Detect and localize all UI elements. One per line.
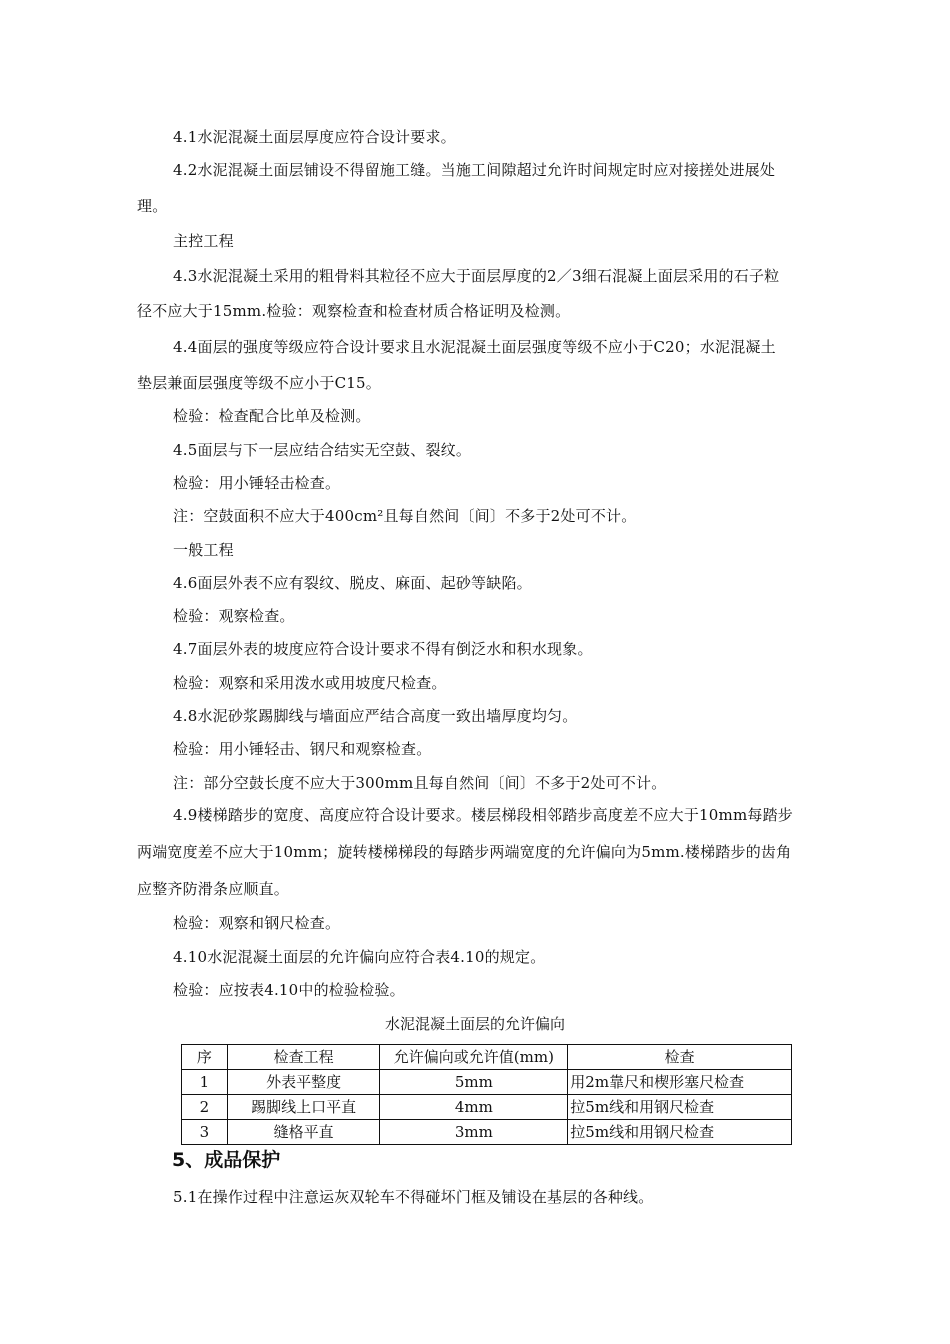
inspection-4-6: 检验：观察检查。	[173, 607, 295, 625]
cell-allowance: 5mm	[380, 1070, 568, 1095]
header-method: 检查	[568, 1045, 792, 1070]
cell-allowance: 3mm	[380, 1120, 568, 1145]
paragraph-4-4-cont: 垫层兼面层强度等级不应小于C15。	[137, 374, 381, 392]
table-caption: 水泥混凝土面层的允许偏向	[384, 1015, 565, 1033]
cell-seq: 2	[182, 1095, 228, 1120]
cell-item: 外表平整度	[227, 1070, 380, 1095]
inspection-4-9: 检验：观察和钢尺检查。	[173, 914, 341, 932]
paragraph-4-1: 4.1水泥混凝土面层厚度应符合设计要求。	[173, 128, 456, 146]
paragraph-4-9-cont-2: 应整齐防滑条应顺直。	[137, 880, 290, 898]
paragraph-4-3: 4.3水泥混凝土采用的粗骨料其粒径不应大于面层厚度的2／3细石混凝上面层采用的石子粒	[173, 267, 780, 285]
cell-seq: 1	[182, 1070, 228, 1095]
paragraph-4-4: 4.4面层的强度等级应符合设计要求且水泥混凝土面层强度等级不应小于C20；水泥混凝土	[173, 338, 776, 356]
header-seq: 序	[182, 1045, 228, 1070]
subheading-general: 一般工程	[173, 541, 234, 559]
cell-item: 踢脚线上口平直	[227, 1095, 380, 1120]
paragraph-4-2: 4.2水泥混凝土面层铺设不得留施工缝。当施工间隙超过允许时间规定时应对接搓处进展处	[173, 161, 776, 179]
header-allowance: 允许偏向或允许值(mm)	[380, 1045, 568, 1070]
cell-method: 拉5m线和用钢尺检查	[568, 1095, 792, 1120]
table-header-row	[182, 1045, 792, 1070]
table-row	[182, 1120, 792, 1145]
table-row	[182, 1095, 792, 1120]
table-row	[182, 1070, 792, 1095]
inspection-4-5: 检验：用小锤轻击检查。	[173, 474, 341, 492]
paragraph-4-7: 4.7面层外表的坡度应符合设计要求不得有倒泛水和积水现象。	[173, 640, 593, 658]
inspection-4-7: 检验：观察和采用泼水或用坡度尺检查。	[173, 674, 447, 692]
paragraph-4-3-cont: 径不应大于15mm.检验：观察检查和检查材质合格证明及检测。	[137, 302, 571, 320]
paragraph-4-10: 4.10水泥混凝土面层的允许偏向应符合表4.10的规定。	[173, 948, 546, 966]
paragraph-5-1: 5.1在操作过程中注意运灰双轮车不得碰坏门框及铺设在基层的各种线。	[173, 1188, 654, 1206]
paragraph-4-6: 4.6面层外表不应有裂纹、脱皮、麻面、起砂等缺陷。	[173, 574, 532, 592]
cell-method: 拉5m线和用钢尺检查	[568, 1120, 792, 1145]
inspection-4-10: 检验：应按表4.10中的检验检验。	[173, 981, 405, 999]
paragraph-4-2-cont: 理。	[137, 197, 168, 215]
paragraph-4-9: 4.9楼梯踏步的宽度、高度应符合设计要求。楼层梯段相邻踏步高度差不应大于10mm每踏步	[173, 806, 793, 824]
cell-allowance: 4mm	[380, 1095, 568, 1120]
note-4-8: 注：部分空鼓长度不应大于300mm且每自然间〔间〕不多于2处可不计。	[173, 774, 667, 792]
header-item: 检查工程	[227, 1045, 380, 1070]
section-heading: 5、成品保护	[172, 1149, 281, 1171]
inspection-4-8: 检验：用小锤轻击、钢尺和观察检查。	[173, 740, 432, 758]
paragraph-4-8: 4.8水泥砂浆踢脚线与墙面应严结合高度一致出墙厚度均匀。	[173, 707, 578, 725]
deviation-table	[181, 1044, 792, 1145]
cell-seq: 3	[182, 1120, 228, 1145]
paragraph-4-5: 4.5面层与下一层应结合结实无空鼓、裂纹。	[173, 441, 472, 459]
cell-item: 缝格平直	[227, 1120, 380, 1145]
note-4-5: 注：空鼓面积不应大于400cm²且每自然间〔间〕不多于2处可不计。	[173, 507, 637, 525]
paragraph-4-9-cont-1: 两端宽度差不应大于10mm；旋转楼梯梯段的每踏步两端宽度的允许偏向为5mm.楼梯踏步的齿角	[137, 843, 792, 861]
inspection-4-4: 检验：检查配合比单及检测。	[173, 407, 371, 425]
cell-method: 用2m靠尺和楔形塞尺检查	[568, 1070, 792, 1095]
subheading-main-control: 主控工程	[173, 232, 234, 250]
